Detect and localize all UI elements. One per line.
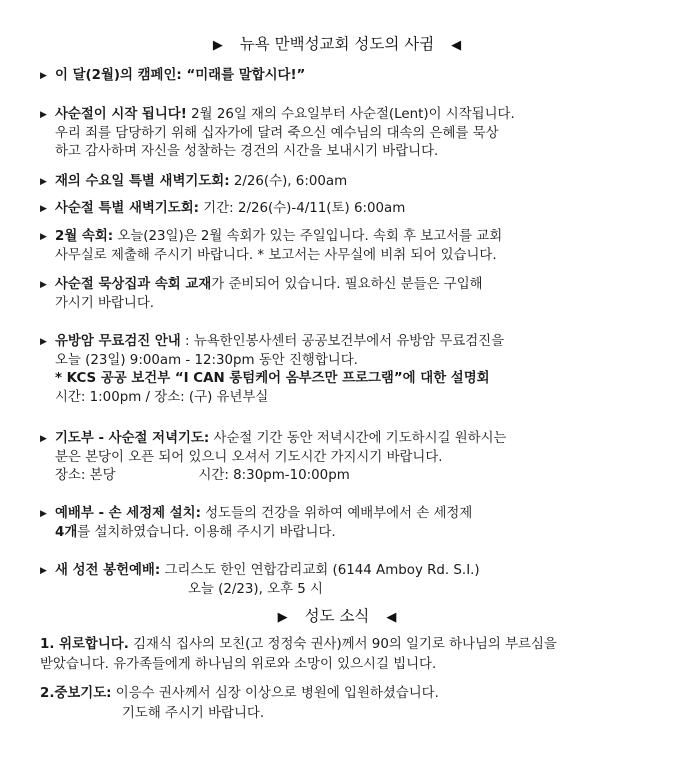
bullet-icon: ▶: [40, 71, 47, 81]
item-label: 사순절이 시작 됩니다!: [55, 107, 187, 122]
item-label: 기도부 - 사순절 저녁기도:: [55, 431, 210, 446]
place-label: 장소: 본당: [55, 468, 116, 483]
item-text: 2월 26일 재의 수요일부터 사순절(Lent)이 시작됩니다.: [186, 107, 515, 122]
bullet-icon: ▶: [40, 280, 47, 290]
news-text: 기도해 주시기 바랍니다.: [122, 706, 265, 721]
item-label: 새 성전 봉헌예배:: [55, 563, 161, 578]
news-text: 받았습니다. 유가족들에게 하나님의 위로와 소망이 있으시길 빕니다.: [40, 657, 437, 672]
item-text: 오늘 (23일) 9:00am - 12:30pm 동안 진행합니다.: [55, 352, 358, 368]
bullet-icon: ▶: [40, 509, 47, 519]
news-item: [40, 684, 670, 724]
triangle-right-icon: ▶: [212, 38, 223, 53]
item-label: 사순절 묵상집과 속회 교재: [55, 277, 212, 292]
campaign-title: 이 달(2월)의 캠페인: “미래를 말합시다!”: [55, 68, 306, 83]
item-text: 를 설치하였습니다. 이용해 주시기 바랍니다.: [77, 524, 336, 540]
bullet-icon: ▶: [40, 177, 47, 187]
item-text: 가 준비되어 있습니다. 필요하신 분들은 구입해: [211, 277, 483, 292]
news-text: 김재식 집사의 모친(고 정정숙 권사)께서 90의 일기로 하나님의 부르심을: [128, 637, 557, 652]
bullet-icon: ▶: [40, 232, 47, 242]
item-text: * KCS 공공 보건부 “I CAN 롱텀케어 옴부즈만 프로그램”에 대한 설명회: [55, 371, 490, 386]
item-label: 2월 속회:: [55, 229, 114, 244]
item-text: 오늘 (2/23), 오후 5 시: [188, 581, 323, 597]
item-label: 사순절 특별 새벽기도회:: [55, 201, 200, 216]
item-label: 재의 수요일 특별 새벽기도회:: [55, 174, 230, 189]
item-text: 우리 죄를 담당하기 위해 십자가에 달려 죽으신 예수님의 대속의 은혜를 묵상: [55, 125, 499, 141]
triangle-left-icon: ◀: [451, 38, 462, 53]
bullet-icon: ▶: [40, 566, 47, 576]
triangle-left-icon: ◀: [386, 610, 397, 625]
page-title: [0, 32, 674, 54]
news-label: 2.중보기도:: [40, 686, 112, 701]
news-label: 1. 위로합니다.: [40, 637, 129, 652]
triangle-right-icon: ▶: [277, 610, 288, 625]
news-title-text: 성도 소식: [304, 607, 370, 625]
item-text: 오늘(23일)은 2월 속회가 있는 주일입니다. 속회 후 보고서를 교회: [113, 229, 503, 244]
item-text: : 뉴욕한인봉사센터 공공보건부에서 유방암 무료검진을: [180, 334, 505, 349]
item-text: 하고 감사하며 자신을 성찰하는 경건의 시간을 보내시기 바랍니다.: [55, 144, 439, 159]
item-text: 성도들의 건강을 위하여 예배부에서 손 세정제: [200, 506, 473, 521]
news-section-title: [0, 604, 674, 626]
bullet-icon: ▶: [40, 434, 47, 444]
news-text: 이응수 권사께서 심장 이상으로 병원에 입원하셨습니다.: [111, 686, 439, 701]
item-text: 사순절 기간 동안 저녁시간에 기도하시길 원하시는: [209, 431, 507, 446]
item-label: 4개: [55, 524, 78, 540]
item-text: 시간: 1:00pm / 장소: (구) 유년부실: [55, 389, 269, 405]
time-label: 시간: 8:30pm-10:00pm: [198, 468, 350, 483]
item-label: 유방암 무료검진 안내: [55, 334, 181, 349]
item-text: 사무실로 제출해 주시기 바랍니다. * 보고서는 사무실에 비취 되어 있습니다.: [55, 247, 497, 263]
news-item: [40, 635, 670, 675]
item-text: 2/26(수), 6:00am: [229, 174, 348, 189]
item-label: 예배부 - 손 세정제 설치:: [55, 506, 201, 521]
item-text: 기간: 2/26(수)-4/11(토) 6:00am: [199, 201, 406, 216]
bullet-icon: ▶: [40, 110, 47, 120]
bullet-icon: ▶: [40, 337, 47, 347]
item-text: 가시기 바랍니다.: [55, 295, 155, 311]
page-title-text: 뉴욕 만백성교회 성도의 사귐: [239, 35, 435, 53]
item-text: 분은 본당이 오픈 되어 있으니 오셔서 기도시간 가지시기 바랍니다.: [55, 449, 443, 465]
bullet-icon: ▶: [40, 204, 47, 214]
item-text: 그리스도 한인 연합감리교회 (6144 Amboy Rd. S.I.): [160, 563, 480, 578]
